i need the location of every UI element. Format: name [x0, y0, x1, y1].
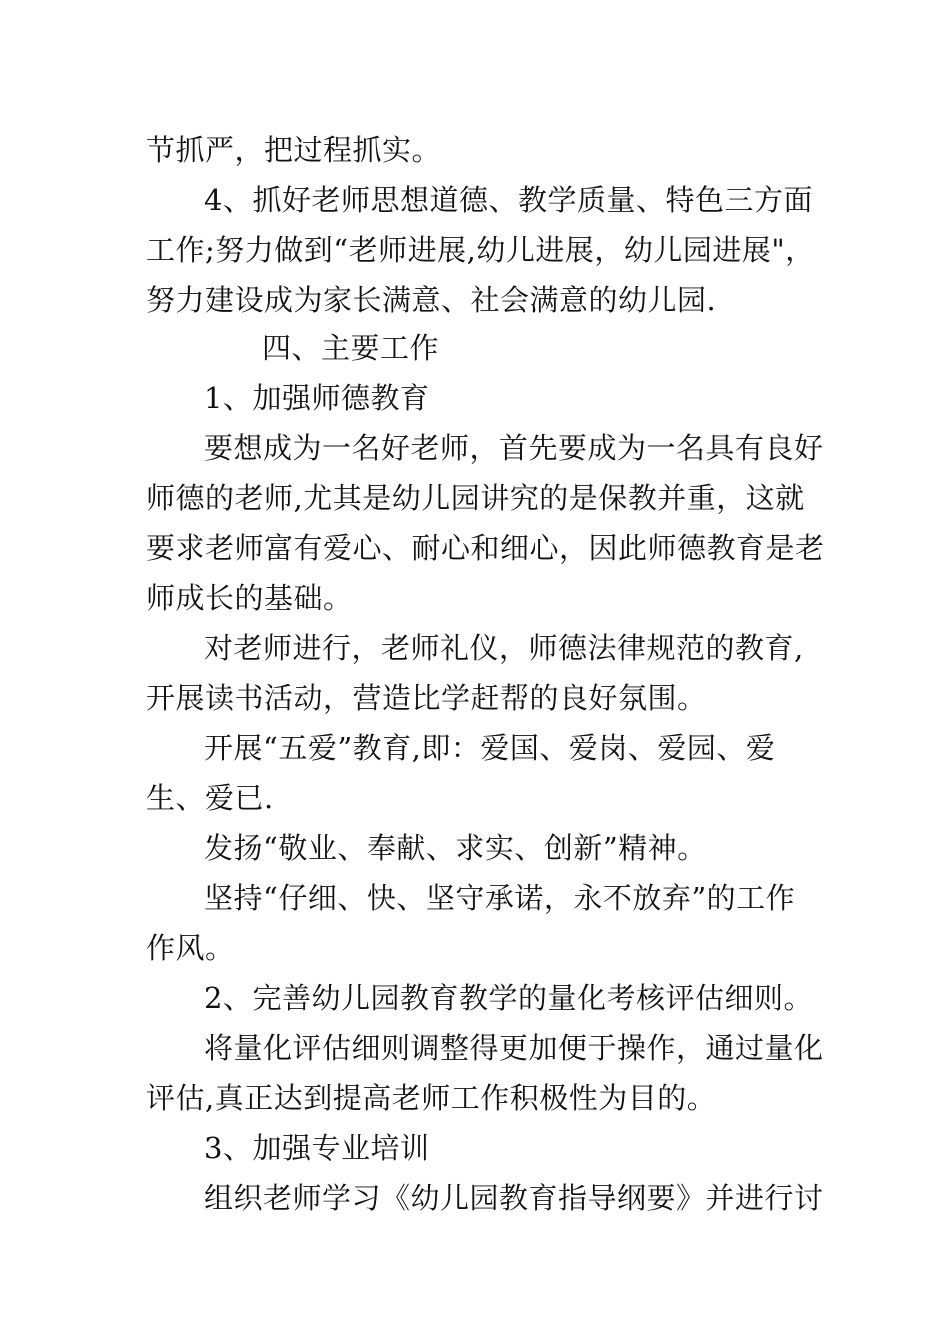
paragraph-point-4: 4、抓好老师思想道德、教学质量、特色三方面	[204, 183, 813, 217]
text-line: 作风。	[146, 931, 235, 965]
paragraph-start: 对老师进行，老师礼仪，师德法律规范的教育,	[204, 631, 804, 665]
subsection-heading-2: 2、完善幼儿园教育教学的量化考核评估细则。	[204, 981, 813, 1015]
text-line-continuation: 节抓严，把过程抓实。	[146, 133, 442, 167]
section-heading: 四、主要工作	[262, 331, 440, 365]
subsection-heading-1: 1、加强师德教育	[204, 381, 430, 415]
text-line: 努力建设成为家长满意、社会满意的幼儿园.	[146, 283, 717, 317]
text-line: 生、爱已.	[146, 781, 274, 815]
text-line: 师成长的基础。	[146, 581, 353, 615]
text-line: 评估,真正达到提高老师工作积极性为目的。	[146, 1081, 717, 1115]
subsection-heading-3: 3、加强专业培训	[204, 1131, 430, 1165]
paragraph-start: 发扬“敬业、奉献、求实、创新”精神。	[204, 831, 707, 865]
text-line: 工作;努力做到“老师进展,幼儿进展，幼儿园进展"，	[146, 233, 815, 267]
paragraph-start: 将量化评估细则调整得更加便于操作，通过量化	[204, 1031, 824, 1065]
text-line: 要求老师富有爱心、耐心和细心，因此师德教育是老	[146, 531, 825, 565]
paragraph-start: 开展“五爱”教育,即：爱国、爱岗、爱园、爱	[204, 731, 776, 765]
paragraph-start: 坚持“仔细、快、坚守承诺，永不放弃”的工作	[204, 881, 796, 915]
text-line: 开展读书活动，营造比学赶帮的良好氛围。	[146, 681, 707, 715]
text-line: 师德的老师,尤其是幼儿园讲究的是保教并重，这就	[146, 481, 805, 515]
paragraph-start: 组织老师学习《幼儿园教育指导纲要》并进行讨	[204, 1181, 824, 1215]
paragraph-start: 要想成为一名好老师，首先要成为一名具有良好	[204, 431, 824, 465]
